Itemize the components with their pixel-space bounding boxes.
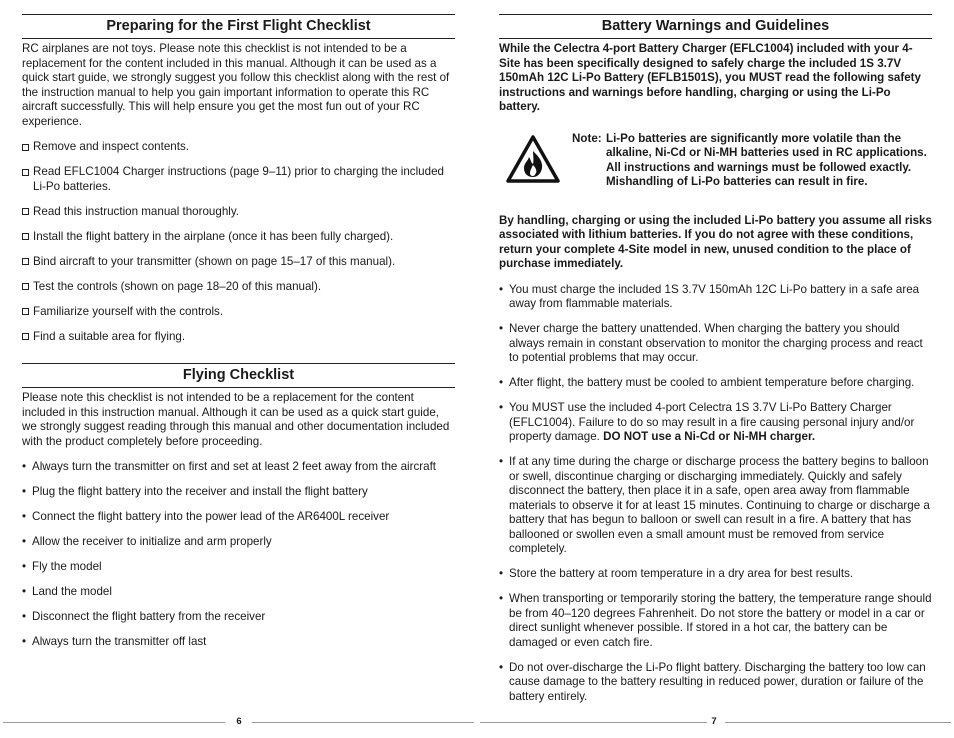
checklist-item: Test the controls (shown on page 18–20 of this manual). — [22, 280, 455, 295]
bullet-icon: • — [22, 485, 27, 498]
bullet-icon: • — [499, 455, 504, 468]
note-text: Li-Po batteries are significantly more volatile than the alkaline, Ni-Cd or Ni-MH batteries used in RC applications. All instructions and warnings must be followed exactly. Mishandling of Li-Po batteries can result in fire. — [606, 131, 927, 188]
flying-checklist-title: Flying Checklist — [22, 363, 455, 388]
footer-rule — [480, 722, 707, 723]
list-item: • Plug the flight battery into the receiver and install the flight battery — [22, 485, 368, 498]
left-page-footer — [0, 715, 477, 729]
checkbox-icon — [22, 233, 29, 240]
bullet-icon: • — [22, 585, 27, 598]
checkbox-icon — [22, 333, 29, 340]
bullet-icon: • — [499, 282, 504, 296]
footer-rule — [3, 722, 225, 723]
checklist-item: Bind aircraft to your transmitter (shown on page 15–17 of this manual). — [22, 255, 455, 270]
fire-warning-icon — [505, 134, 561, 184]
battery-intro: While the Celectra 4-port Battery Charger (EFLC1004) included with your 4-Site has been specifically designed to safely charge the included 1S 3.7V 150mAh 12C Li-Po Battery (EFLB1501S), you MUST read the following safety instructions and warnings before handling, charging or using the Li-Po battery. — [499, 42, 921, 113]
list-item: • If at any time during the charge or discharge process the battery begins to balloon or swell, discontinue charging or discharging immediately. Quickly and safely disconnect the battery, then place it in a safe, open area away from flammable materials to observe it for at least 15 minutes. Continuing to charge or discharge a battery that has begun to balloon or swell can result in a fire. A battery that has ballooned or swollen even a small amount must be removed from service completely. — [499, 455, 930, 555]
list-item: • Allow the receiver to initialize and arm properly — [22, 535, 272, 548]
list-item: • Never charge the battery unattended. When charging the battery you should always remain in constant observation to monitor the charging process and react to potential problems that may occur. — [499, 322, 923, 364]
list-item: • Disconnect the flight battery from the receiver — [22, 610, 266, 623]
checkbox-icon — [22, 144, 29, 151]
checklist-item: Familiarize yourself with the controls. — [22, 305, 455, 320]
checkbox-icon — [22, 308, 29, 315]
list-item: • You must charge the included 1S 3.7V 150mAh 12C Li-Po battery in a safe area away from flammable materials. — [499, 282, 920, 310]
list-item: • Always turn the transmitter off last — [22, 635, 207, 648]
list-item: • After flight, the battery must be cooled to ambient temperature before charging. — [499, 376, 915, 389]
bullet-icon: • — [22, 610, 27, 623]
checklist-item: Remove and inspect contents. — [22, 140, 455, 155]
bullet-icon: • — [499, 322, 504, 335]
list-item: • Always turn the transmitter on first and set at least 2 feet away from the aircraft — [22, 460, 437, 473]
flying-checklist — [22, 460, 455, 650]
checklist-item: Read this instruction manual thoroughly. — [22, 205, 455, 220]
bullet-icon: • — [22, 460, 27, 473]
bullet-icon: • — [499, 376, 504, 389]
note-label: Note: — [572, 131, 602, 145]
flying-intro: Please note this checklist is not intended to be a replacement for the content included in this instruction manual. Although it can be used as a quick start guide, we strongly suggest reading through this manual and other documentation included with the product completely before proceeding. — [22, 391, 450, 448]
checklist-item: Read EFLC1004 Charger instructions (page 9–11) prior to charging the included Li-Po batteries. — [22, 165, 455, 194]
bullet-icon: • — [499, 592, 504, 605]
bold-warning: DO NOT use a Ni-Cd or Ni-MH charger. — [603, 430, 816, 443]
checkbox-icon — [22, 283, 29, 290]
bullet-icon: • — [499, 567, 504, 580]
checkbox-icon — [22, 208, 29, 215]
bullet-icon: • — [22, 535, 27, 548]
list-item: • Do not over-discharge the Li-Po flight battery. Discharging the battery too low can cause damage to the battery resulting in reduced power, duration or failure of the battery entirely. — [499, 660, 926, 703]
bullet-icon: • — [499, 660, 504, 674]
note-text-block — [572, 132, 932, 190]
checklist-item: Install the flight battery in the airplane (once it has been fully charged). — [22, 230, 455, 245]
list-item: • Store the battery at room temperature in a dry area for best results. — [499, 567, 854, 580]
bullet-icon: • — [22, 510, 27, 523]
page-number: 7 — [711, 716, 717, 727]
list-item: • Fly the model — [22, 560, 102, 573]
footer-rule — [725, 722, 951, 723]
bullet-icon: • — [499, 401, 504, 414]
bullet-icon: • — [22, 635, 27, 648]
right-column — [499, 14, 932, 704]
footer-rule — [252, 722, 474, 723]
list-item: • Land the model — [22, 585, 112, 598]
battery-warnings-title: Battery Warnings and Guidelines — [499, 14, 932, 39]
right-page-footer — [477, 715, 954, 729]
first-flight-checklist-title: Preparing for the First Flight Checklist — [22, 14, 455, 39]
battery-guidelines-list — [499, 283, 932, 705]
risk-statement: By handling, charging or using the included Li-Po battery you assume all risks associated with lithium batteries. If you do not agree with these conditions, return your complete 4-Site model in new, unused condition to the place of purchase immediately. — [499, 213, 932, 270]
note-block — [499, 132, 932, 204]
checklist-item: Find a suitable area for flying. — [22, 330, 455, 345]
list-item: • You MUST use the included 4-port Celectra 1S 3.7V Li-Po Battery Charger (EFLC1004). Failure to do so may result in a fire causing personal injury and/or property damage. DO NOT use a Ni-Cd or Ni-MH charger. — [499, 401, 915, 443]
list-item: • When transporting or temporarily storing the battery, the temperature range should be from 40–120 degrees Fahrenheit. Do not store the battery or model in a car or direct sunlight whenever possible. If stored in a hot car, the battery can be damaged or even catch fire. — [499, 592, 932, 649]
bullet-icon: • — [22, 560, 27, 573]
left-column — [22, 14, 455, 650]
checkbox-icon — [22, 169, 29, 176]
checkbox-icon — [22, 258, 29, 265]
list-item: • Connect the flight battery into the power lead of the AR6400L receiver — [22, 510, 390, 523]
first-flight-intro: RC airplanes are not toys. Please note this checklist is not intended to be a replacement for the content included in this manual. Although it can be used as a quick start guide, we strongly suggest you follow this checklist along with the rest of the instruction manual to help you gain important information to operate this RC aircraft successfully. This will help ensure you get the most fun out of your RC experience. — [22, 42, 450, 128]
page-number: 6 — [236, 716, 242, 727]
first-flight-checklist — [22, 140, 455, 344]
